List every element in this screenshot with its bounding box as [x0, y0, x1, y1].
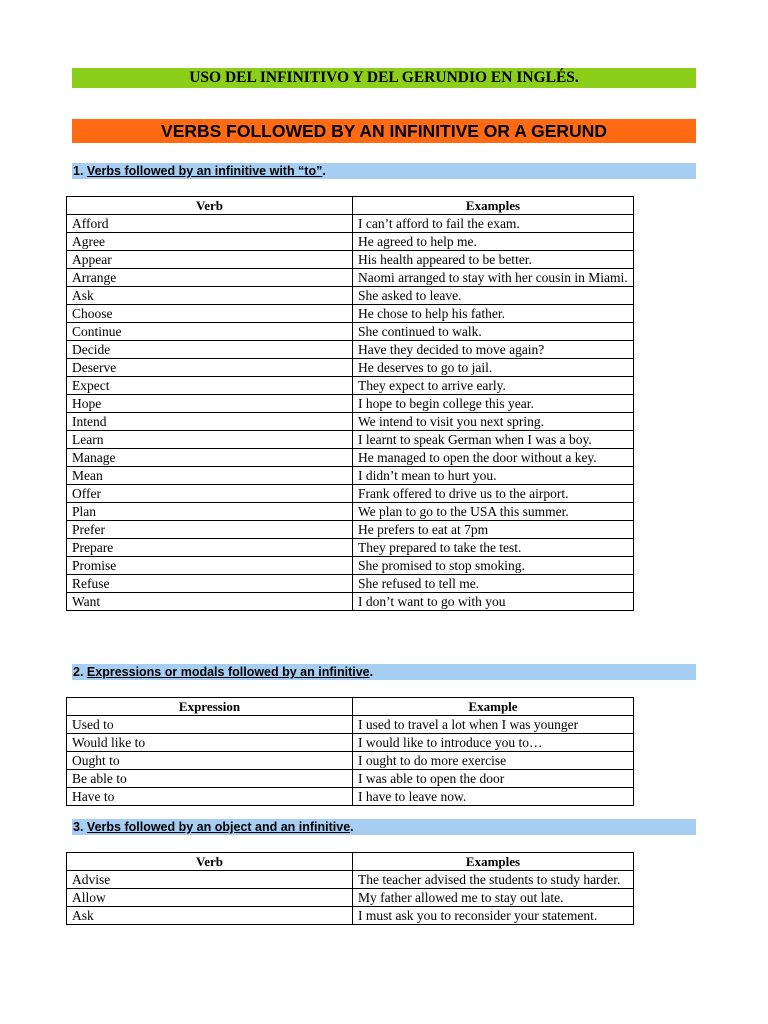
table-row	[67, 889, 634, 907]
table-row	[67, 251, 634, 269]
table-header-row	[67, 698, 634, 716]
table-row	[67, 215, 634, 233]
table-row	[67, 287, 634, 305]
example-cell: The teacher advised the students to study harder.	[353, 871, 634, 889]
term-cell: Expect	[67, 377, 353, 395]
section-3-heading	[72, 819, 696, 835]
term-cell: Prepare	[67, 539, 353, 557]
term-cell: Intend	[67, 413, 353, 431]
table-row	[67, 377, 634, 395]
section-2-heading	[72, 664, 696, 680]
table-row	[67, 716, 634, 734]
table-row	[67, 431, 634, 449]
section-1-suffix: .	[322, 164, 326, 178]
column-header-expression: Expression	[67, 698, 353, 716]
section-3-table	[66, 852, 634, 925]
term-cell: Arrange	[67, 269, 353, 287]
term-cell: Prefer	[67, 521, 353, 539]
example-cell: His health appeared to be better.	[353, 251, 634, 269]
section-1-number: 1.	[73, 164, 84, 178]
term-cell: Would like to	[67, 734, 353, 752]
table-row	[67, 305, 634, 323]
table-row	[67, 539, 634, 557]
table-row	[67, 485, 634, 503]
term-cell: Deserve	[67, 359, 353, 377]
table-row	[67, 752, 634, 770]
example-cell: Have they decided to move again?	[353, 341, 634, 359]
example-cell: She continued to walk.	[353, 323, 634, 341]
table-row	[67, 871, 634, 889]
table-row	[67, 575, 634, 593]
table-row	[67, 521, 634, 539]
table-row	[67, 359, 634, 377]
example-cell: I can’t afford to fail the exam.	[353, 215, 634, 233]
section-1-table	[66, 196, 634, 611]
section-2-title: Expressions or modals followed by an infinitive	[86, 665, 370, 679]
term-cell: Want	[67, 593, 353, 611]
example-cell: They prepared to take the test.	[353, 539, 634, 557]
term-cell: Manage	[67, 449, 353, 467]
section-3-number: 3.	[73, 820, 84, 834]
term-cell: Afford	[67, 215, 353, 233]
term-cell: Have to	[67, 788, 353, 806]
example-cell: I ought to do more exercise	[353, 752, 634, 770]
section-2-suffix: .	[369, 665, 374, 679]
column-header-example: Example	[353, 698, 634, 716]
table-row	[67, 449, 634, 467]
term-cell: Continue	[67, 323, 353, 341]
example-cell: I don’t want to go with you	[353, 593, 634, 611]
table-row	[67, 413, 634, 431]
table-row	[67, 269, 634, 287]
example-cell: She refused to tell me.	[353, 575, 634, 593]
table-row	[67, 593, 634, 611]
example-cell: Frank offered to drive us to the airport.	[353, 485, 634, 503]
term-cell: Decide	[67, 341, 353, 359]
table-header-row	[67, 853, 634, 871]
table-row	[67, 734, 634, 752]
example-cell: He chose to help his father.	[353, 305, 634, 323]
section-3-rows	[67, 871, 634, 925]
table-header-row	[67, 197, 634, 215]
section-2-rows	[67, 716, 634, 806]
term-cell: Ought to	[67, 752, 353, 770]
term-cell: Ask	[67, 907, 353, 925]
table-row	[67, 503, 634, 521]
section-1-heading	[72, 163, 696, 179]
example-cell: I must ask you to reconsider your statement.	[353, 907, 634, 925]
term-cell: Be able to	[67, 770, 353, 788]
term-cell: Advise	[67, 871, 353, 889]
term-cell: Hope	[67, 395, 353, 413]
table-row	[67, 770, 634, 788]
table-row	[67, 395, 634, 413]
table-row	[67, 557, 634, 575]
section-1-title: Verbs followed by an infinitive with “to”	[86, 164, 323, 178]
section-3-title: Verbs followed by an object and an infinitive	[86, 820, 351, 834]
example-cell: We plan to go to the USA this summer.	[353, 503, 634, 521]
table-row	[67, 341, 634, 359]
term-cell: Allow	[67, 889, 353, 907]
example-cell: I have to leave now.	[353, 788, 634, 806]
term-cell: Learn	[67, 431, 353, 449]
term-cell: Used to	[67, 716, 353, 734]
column-header-verb: Verb	[67, 197, 353, 215]
table-row	[67, 467, 634, 485]
term-cell: Choose	[67, 305, 353, 323]
column-header-verb: Verb	[67, 853, 353, 871]
term-cell: Refuse	[67, 575, 353, 593]
example-cell: He agreed to help me.	[353, 233, 634, 251]
section-2-table	[66, 697, 634, 806]
example-cell: They expect to arrive early.	[353, 377, 634, 395]
term-cell: Offer	[67, 485, 353, 503]
section-2-number: 2.	[73, 665, 84, 679]
example-cell: I hope to begin college this year.	[353, 395, 634, 413]
document-title: USO DEL INFINITIVO Y DEL GERUNDIO EN INGLÉS.	[72, 68, 696, 88]
term-cell: Ask	[67, 287, 353, 305]
example-cell: She asked to leave.	[353, 287, 634, 305]
example-cell: He prefers to eat at 7pm	[353, 521, 634, 539]
example-cell: My father allowed me to stay out late.	[353, 889, 634, 907]
column-header-examples: Examples	[353, 853, 634, 871]
term-cell: Agree	[67, 233, 353, 251]
table-row	[67, 788, 634, 806]
example-cell: We intend to visit you next spring.	[353, 413, 634, 431]
example-cell: I learnt to speak German when I was a boy.	[353, 431, 634, 449]
section-3-suffix: .	[350, 820, 354, 834]
example-cell: I didn’t mean to hurt you.	[353, 467, 634, 485]
example-cell: Naomi arranged to stay with her cousin in Miami.	[353, 269, 634, 287]
example-cell: She promised to stop smoking.	[353, 557, 634, 575]
example-cell: He managed to open the door without a key.	[353, 449, 634, 467]
table-row	[67, 233, 634, 251]
example-cell: I would like to introduce you to…	[353, 734, 634, 752]
column-header-examples: Examples	[353, 197, 634, 215]
example-cell: I used to travel a lot when I was younger	[353, 716, 634, 734]
table-row	[67, 323, 634, 341]
table-row	[67, 907, 634, 925]
term-cell: Plan	[67, 503, 353, 521]
section-1-rows	[67, 215, 634, 611]
example-cell: He deserves to go to jail.	[353, 359, 634, 377]
term-cell: Appear	[67, 251, 353, 269]
example-cell: I was able to open the door	[353, 770, 634, 788]
term-cell: Mean	[67, 467, 353, 485]
term-cell: Promise	[67, 557, 353, 575]
document-subtitle: VERBS FOLLOWED BY AN INFINITIVE OR A GERUND	[72, 119, 696, 143]
